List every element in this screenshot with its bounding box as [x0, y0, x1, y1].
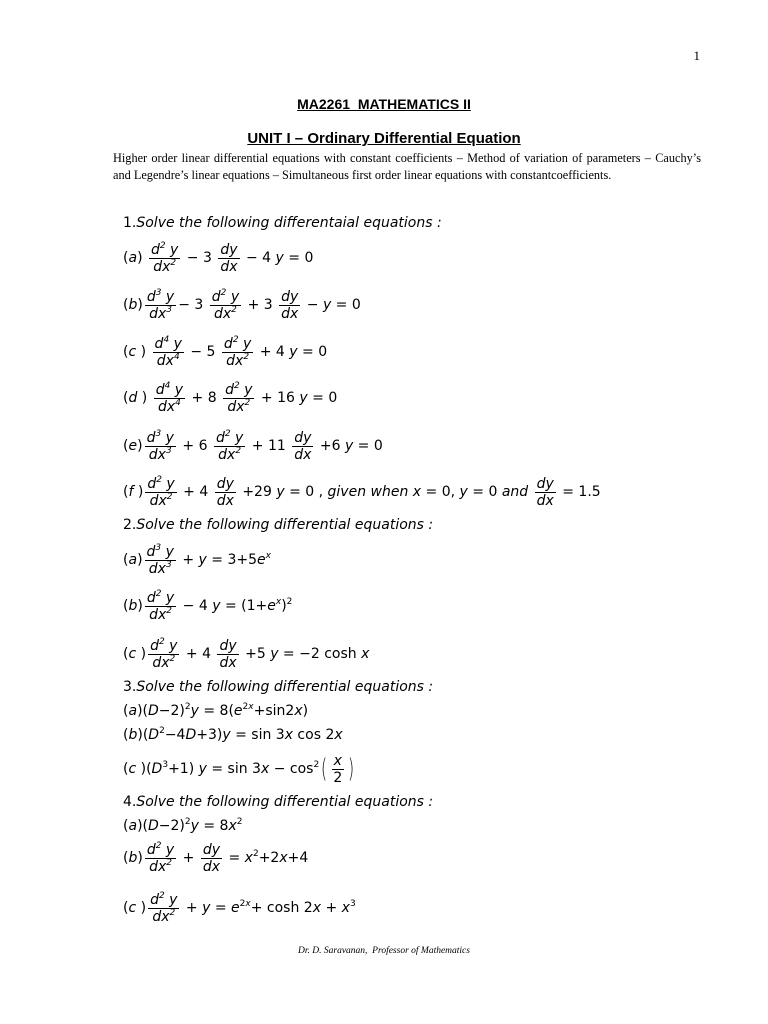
question-number: 1. — [123, 215, 137, 231]
equation-3b: $(b)(D^2-4D+3)y = \sin 3x$ cos 2x — [123, 726, 343, 743]
question-1-heading — [123, 213, 442, 233]
equation-1b: (b) $d^3$ y $dx^3$ − 3 $d^2$ y $dx^2$ + 3 dy dx − y = 0 — [123, 287, 361, 322]
footer-author: Dr. D. Saravanan, Professor of Mathematics — [298, 946, 470, 956]
equation-3c: (c )$(D^3+1)$ $y = \sin 3x - \cos^2$ ( x 2 ) — [123, 752, 355, 786]
question-number: 2. — [123, 517, 137, 533]
syllabus-text: Higher order linear differential equations with constant coefficients – Method of variation of parameters – Cauchy’s and Legendre’s linear equations – Simultaneous first order linear equations with constantcoefficients. — [113, 151, 701, 182]
question-title: Solve the following differential equations : — [136, 794, 434, 810]
question-number: 4. — [123, 794, 137, 810]
equation-1d: (d ) $d^4$ y $dx^4$ + 8 $d^2$ y $dx^2$ + 16 y = 0 — [123, 380, 338, 415]
equation-3a: $(a)(D-2)^2y = 8(e^{2x}+\sin 2x)$ — [123, 702, 309, 719]
equation-4a: $(a)(D-2)^2y = 8x^2$ — [123, 817, 243, 834]
question-4-heading — [123, 792, 433, 812]
equation-4c: (c ) $d^2$ y $dx^2$ + $y = e^{2x}+ \cosh 2x + x^3$ — [123, 890, 356, 925]
question-number: 3. — [123, 679, 137, 695]
equation-1e: (e) $d^3$ y $dx^3$ + 6 $d^2$ y $dx^2$ + 11 dy dx +6 y = 0 — [123, 428, 383, 463]
equation-1f: (f ) $d^2$ y $dx^2$ + 4 dy dx +29 y = 0 , given when x = 0, y = 0 and $\frac{dy}{dx}$ = 1.5 — [123, 474, 601, 509]
equation-4b: (b) $d^2$ y $dx^2$ + $\frac{dy}{dx}$ = $x^2+2x+4$ — [123, 840, 309, 875]
page-number: 1 — [693, 48, 700, 63]
equation-2a: (a) $d^3$ y $dx^3$ + $y = 3+5e^x$ — [123, 542, 271, 577]
equation-1c: (c ) $d^4$ y $dx^4$ − 5 $d^2$ y $dx^2$ + 4 y = 0 — [123, 334, 328, 369]
equation-2b: (b) $d^2$ y $dx^2$ − 4 $y = (1+e^x)^2$ — [123, 588, 293, 623]
question-title: Solve the following differential equations : — [136, 679, 434, 695]
course-title: MA2261 MATHEMATICS II — [297, 96, 471, 112]
question-3-heading — [123, 677, 433, 697]
question-2-heading — [123, 515, 433, 535]
unit-title: UNIT I – Ordinary Differential Equation — [247, 130, 521, 147]
equation-1a: (a) $d^2$ y $dx^2$ − 3 dy dx − 4 y = 0 — [123, 240, 314, 275]
question-title: Solve the following differential equations : — [136, 517, 434, 533]
equation-2c: (c ) $d^2$ y $dx^2$ + 4 dy dx +5 y = −2 cosh x — [123, 636, 370, 671]
question-title: Solve the following differentaial equations : — [136, 215, 442, 231]
